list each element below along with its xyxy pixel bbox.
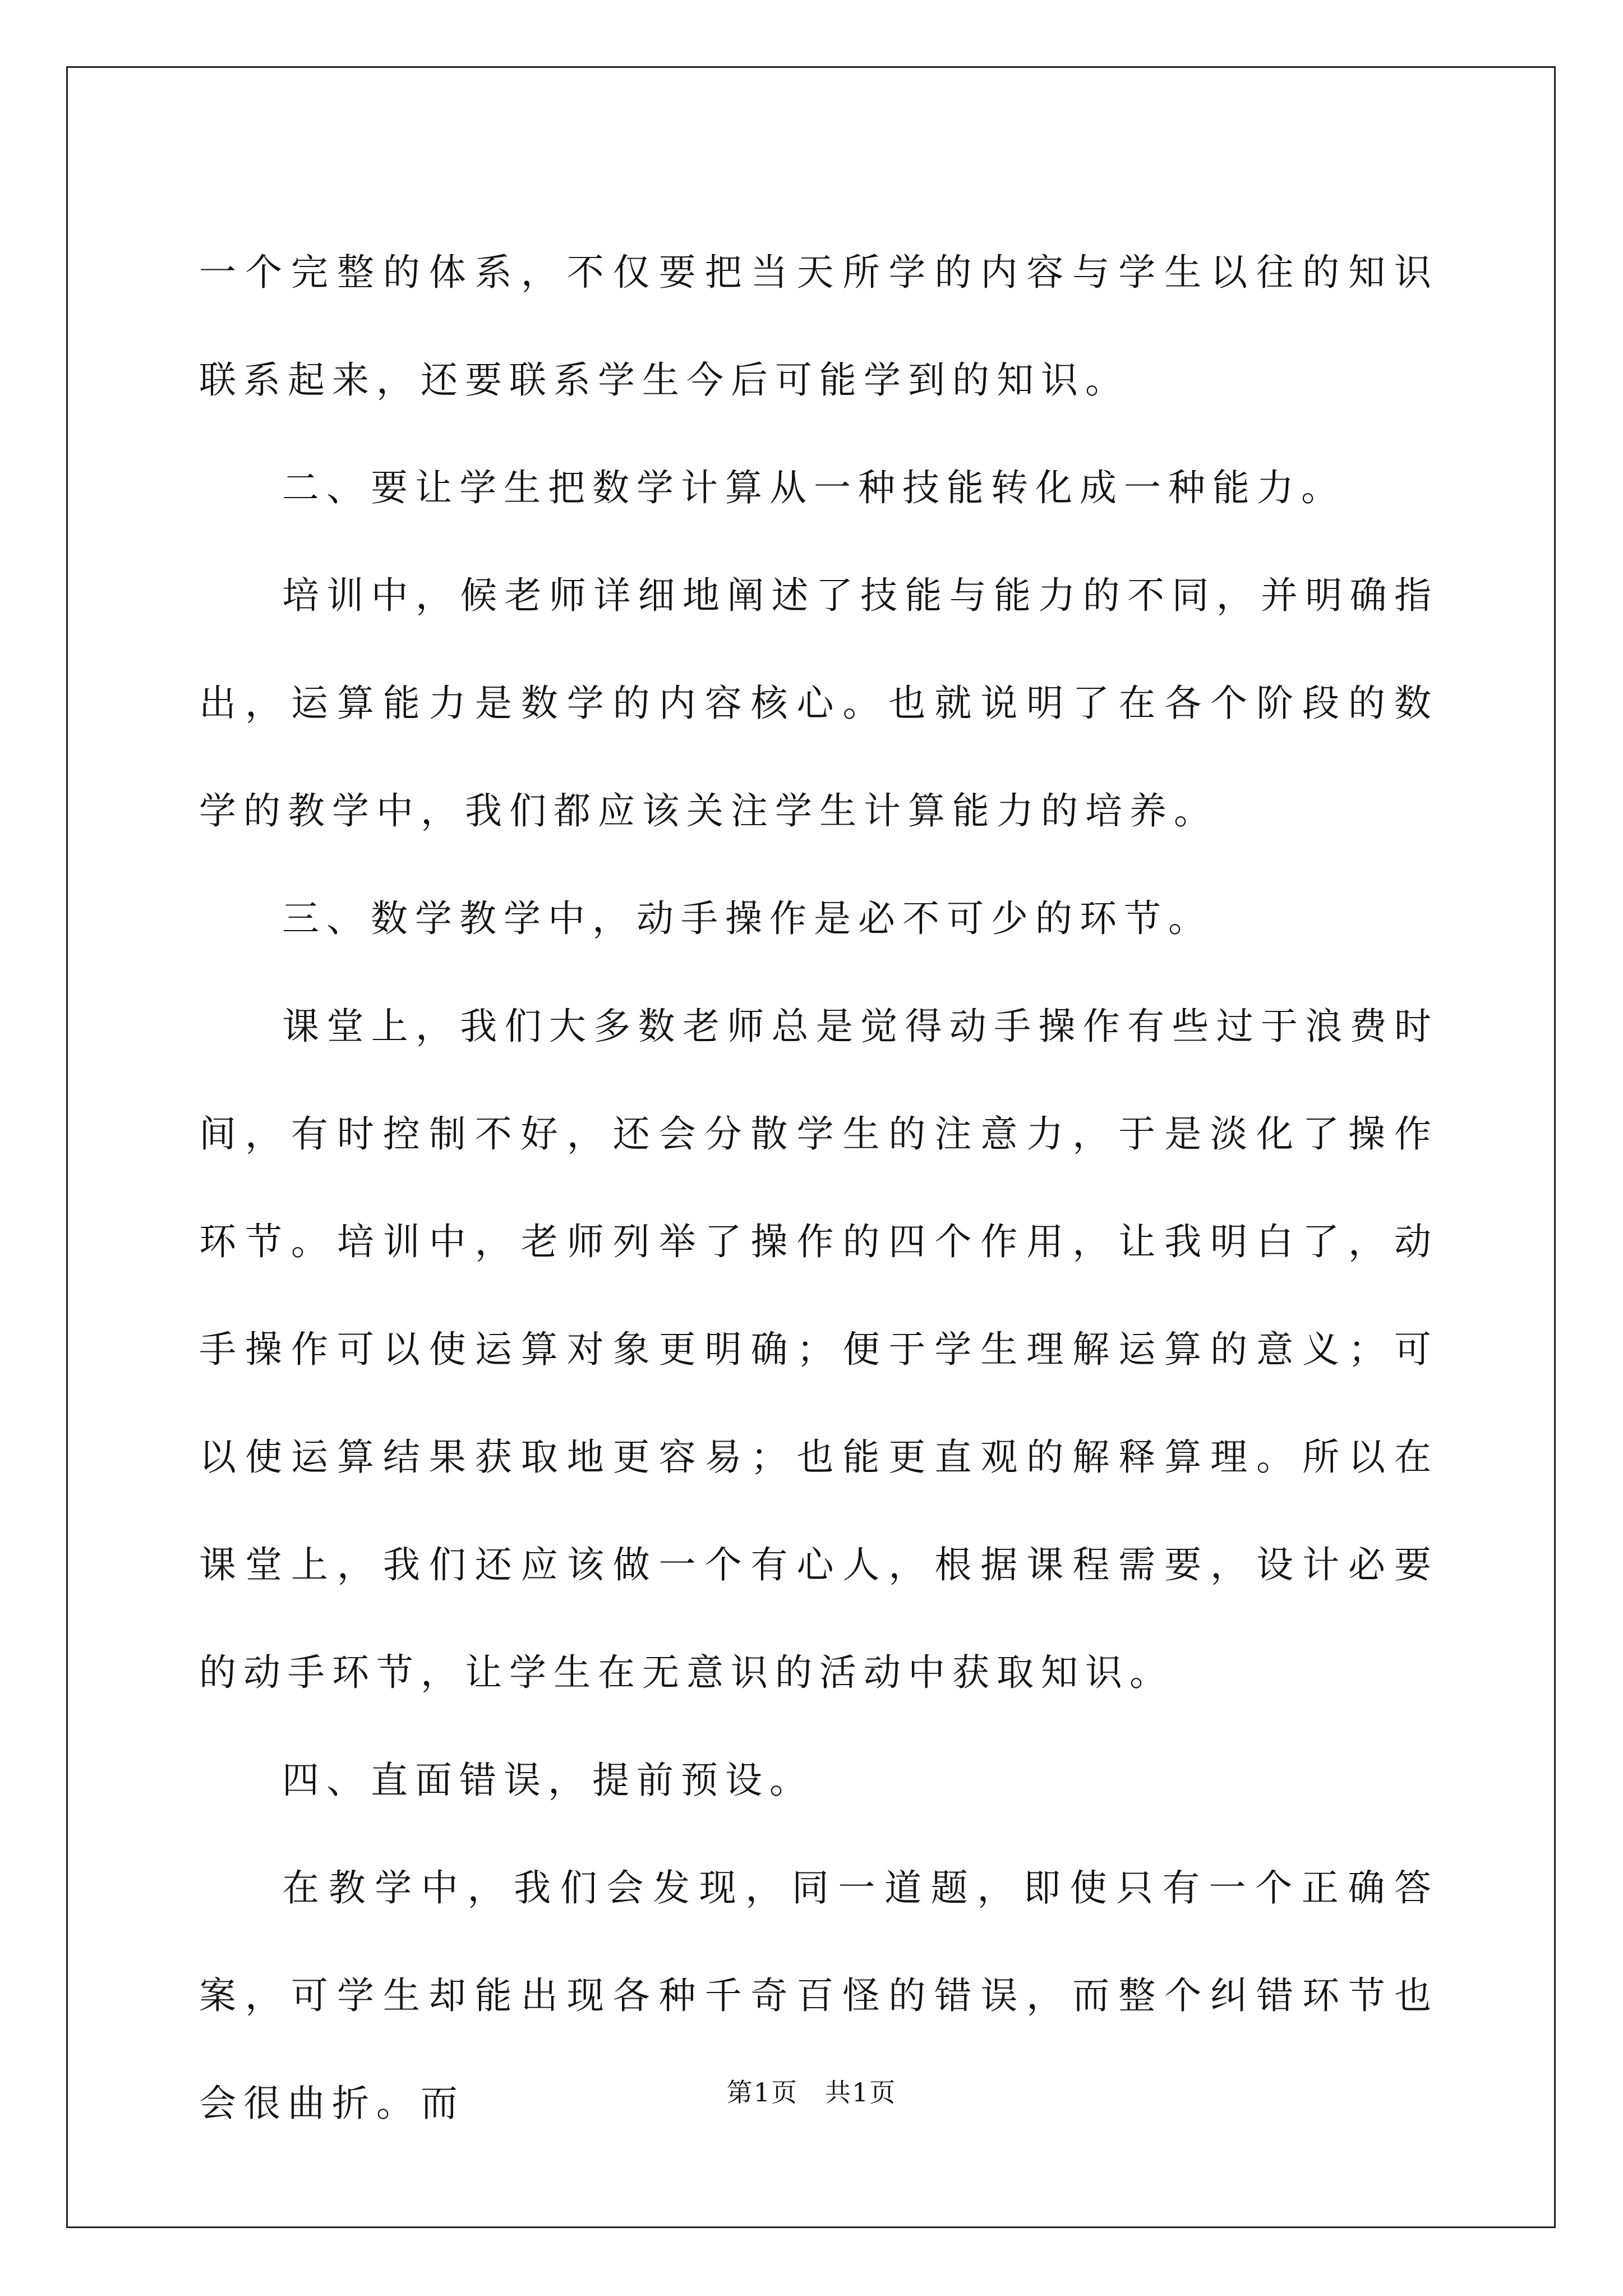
paragraph-4: 三、数学教学中，动手操作是必不可少的环节。 — [282, 897, 1212, 940]
paragraph-5: 课堂上，我们大多数老师总是觉得动手操作有些过于浪费时间，有时控制不好，还会分散学生的注意力，于是淡化了操作环节。培训中，老师列举了操作的四个作用，让我明白了，动手操作可以使运算对象更明确；便于学生理解运算的意义；可以使运算结果获取地更容易；也能更直观的解释算理。所以在课堂上，我们还应该做一个有心人，根据课程需要，设计必要的动手环节，让学生在无意识的活动中获取知识。 — [199, 1005, 1438, 1694]
page-number-current: 第1页 — [726, 2077, 798, 2108]
paragraph-1: 一个完整的体系，不仅要把当天所学的内容与学生以往的知识联系起来，还要联系学生今后可能学到的知识。 — [199, 251, 1438, 402]
paragraph-3: 培训中，候老师详细地阐述了技能与能力的不同，并明确指出，运算能力是数学的内容核心。也就说明了在各个阶段的数学的教学中，我们都应该关注学生计算能力的培养。 — [199, 574, 1438, 832]
paragraph-2: 二、要让学生把数学计算从一种技能转化成一种能力。 — [282, 466, 1345, 509]
page-footer — [0, 2076, 1623, 2109]
document-body — [199, 219, 1438, 2157]
page-number-total: 共1页 — [825, 2077, 897, 2108]
paragraph-6: 四、直面错误，提前预设。 — [282, 1759, 814, 1802]
paragraph-7: 在教学中，我们会发现，同一道题，即使只有一个正确答案，可学生却能出现各种千奇百怪的错误，而整个纠错环节也会很曲折。而 — [199, 1866, 1438, 2125]
